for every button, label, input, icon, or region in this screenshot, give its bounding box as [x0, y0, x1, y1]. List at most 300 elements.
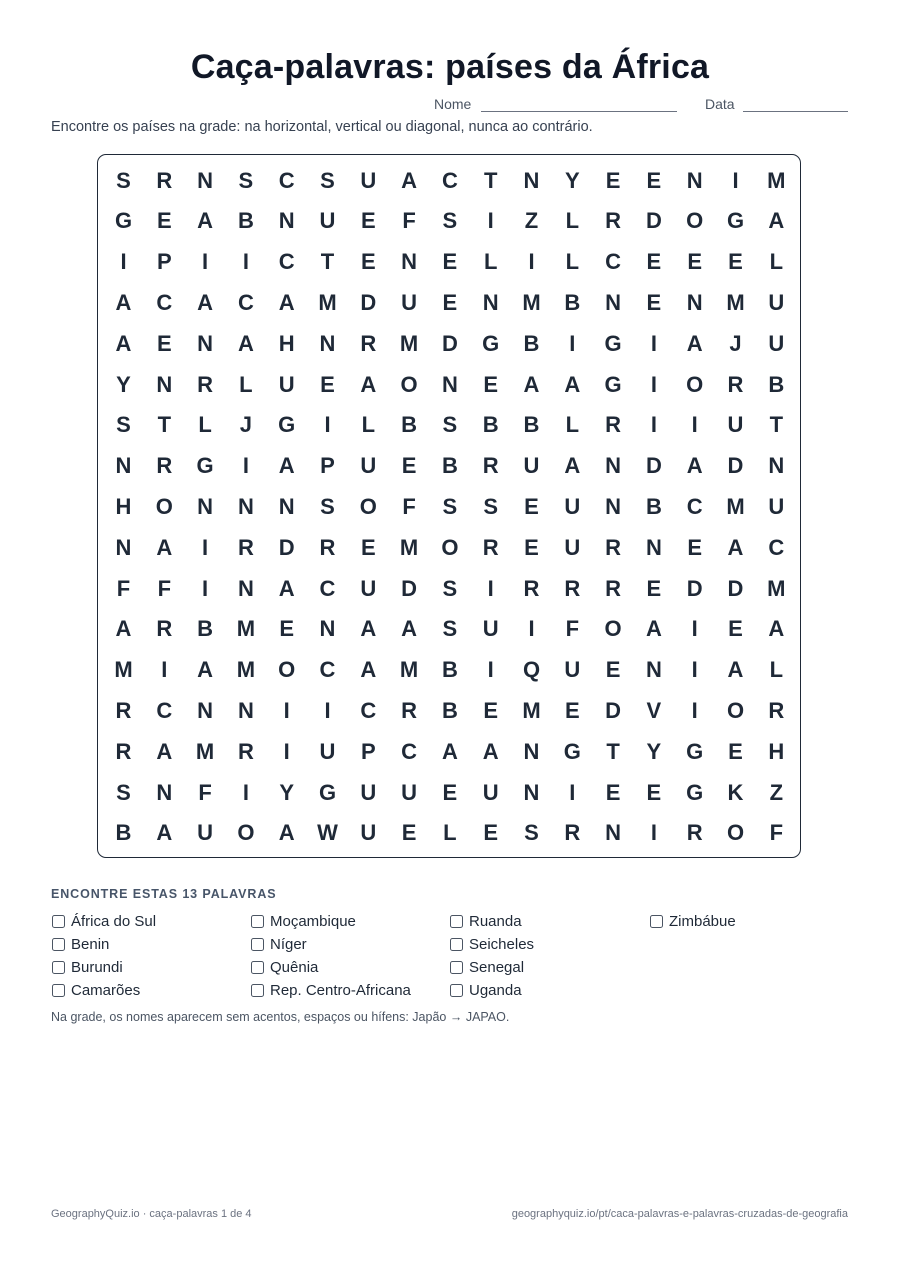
grid-cell[interactable]: D	[686, 575, 703, 601]
grid-cell[interactable]: O	[237, 820, 255, 846]
grid-cell[interactable]: L	[769, 249, 784, 275]
grid-cell[interactable]: G	[318, 779, 337, 805]
grid-cell[interactable]: R	[156, 167, 173, 193]
grid-cell[interactable]: M	[767, 575, 786, 601]
grid-cell[interactable]: Y	[646, 738, 662, 764]
grid-cell[interactable]: G	[278, 412, 296, 438]
grid-cell[interactable]: R	[605, 534, 622, 560]
grid-cell[interactable]: D	[605, 697, 622, 723]
grid-cell[interactable]: N	[197, 697, 214, 723]
grid-cell[interactable]: E	[524, 493, 539, 519]
grid-cell[interactable]: Y	[116, 371, 131, 397]
grid-cell[interactable]: N	[115, 534, 132, 560]
grid-cell[interactable]: D	[278, 534, 295, 560]
grid-cell[interactable]: G	[114, 208, 133, 234]
grid-cell[interactable]: O	[726, 697, 745, 723]
grid-cell[interactable]: R	[605, 412, 622, 438]
grid-cell[interactable]: D	[645, 208, 662, 234]
grid-cell[interactable]: R	[156, 453, 173, 479]
grid-cell[interactable]: R	[360, 330, 377, 356]
grid-cell[interactable]: I	[242, 779, 249, 805]
grid-cell[interactable]: U	[564, 657, 581, 683]
grid-cell[interactable]: A	[197, 208, 214, 234]
grid-cell[interactable]: M	[236, 657, 256, 683]
grid-cell[interactable]: A	[115, 616, 132, 642]
grid-cell[interactable]: Y	[279, 779, 295, 805]
grid-cell[interactable]: A	[686, 330, 703, 356]
grid-cell[interactable]: B	[441, 657, 458, 683]
grid-cell[interactable]: V	[646, 697, 662, 723]
grid-cell[interactable]: I	[487, 575, 494, 601]
word-checkbox[interactable]	[52, 938, 65, 951]
grid-cell[interactable]: B	[768, 371, 785, 397]
grid-cell[interactable]: A	[645, 616, 662, 642]
grid-cell[interactable]: U	[401, 779, 418, 805]
grid-cell[interactable]: C	[768, 534, 785, 560]
grid-cell[interactable]: B	[441, 697, 458, 723]
grid-cell[interactable]: S	[442, 412, 458, 438]
grid-cell[interactable]: N	[686, 289, 703, 315]
grid-cell[interactable]: N	[523, 167, 540, 193]
grid-cell[interactable]: C	[156, 697, 173, 723]
grid-cell[interactable]: E	[401, 453, 417, 479]
grid-cell[interactable]: R	[237, 738, 254, 764]
grid-cell[interactable]: I	[242, 249, 249, 275]
grid-cell[interactable]: E	[605, 779, 621, 805]
grid-cell[interactable]: R	[156, 616, 173, 642]
grid-cell[interactable]: I	[161, 657, 168, 683]
grid-cell[interactable]: C	[319, 575, 336, 601]
grid-cell[interactable]: A	[360, 657, 377, 683]
grid-cell[interactable]: E	[646, 779, 662, 805]
grid-cell[interactable]: Q	[522, 657, 541, 683]
grid-cell[interactable]: I	[691, 412, 698, 438]
word-item[interactable]	[251, 957, 318, 977]
grid-cell[interactable]: U	[197, 820, 214, 846]
grid-cell[interactable]: L	[483, 249, 498, 275]
grid-cell[interactable]: C	[278, 249, 295, 275]
grid-cell[interactable]: G	[482, 330, 500, 356]
grid-cell[interactable]: U	[482, 779, 499, 805]
grid-cell[interactable]: S	[116, 412, 131, 438]
grid-cell[interactable]: S	[116, 779, 131, 805]
grid-cell[interactable]: I	[324, 412, 331, 438]
grid-cell[interactable]: E	[524, 534, 539, 560]
grid-cell[interactable]: I	[487, 208, 494, 234]
grid-cell[interactable]: M	[522, 697, 541, 723]
grid-cell[interactable]: S	[442, 616, 458, 642]
grid-cell[interactable]: C	[441, 167, 458, 193]
grid-cell[interactable]: C	[278, 167, 295, 193]
grid-cell[interactable]: R	[482, 453, 499, 479]
grid-cell[interactable]: U	[523, 453, 540, 479]
grid-cell[interactable]: R	[115, 738, 132, 764]
grid-cell[interactable]: I	[528, 249, 535, 275]
word-checkbox[interactable]	[251, 915, 264, 928]
grid-cell[interactable]: E	[360, 534, 376, 560]
grid-cell[interactable]: R	[319, 534, 336, 560]
grid-cell[interactable]: N	[319, 330, 336, 356]
word-item[interactable]	[450, 957, 524, 977]
grid-cell[interactable]: R	[564, 820, 581, 846]
grid-cell[interactable]: S	[442, 575, 458, 601]
grid-cell[interactable]: A	[686, 453, 703, 479]
grid-cell[interactable]: T	[483, 167, 498, 193]
grid-cell[interactable]: U	[360, 453, 377, 479]
name-field[interactable]	[481, 111, 677, 112]
grid-cell[interactable]: U	[768, 330, 785, 356]
grid-cell[interactable]: T	[320, 249, 335, 275]
grid-cell[interactable]: U	[319, 208, 336, 234]
grid-cell[interactable]: A	[768, 616, 785, 642]
grid-cell[interactable]: O	[155, 493, 173, 519]
grid-cell[interactable]: E	[442, 289, 458, 315]
grid-cell[interactable]: G	[686, 779, 704, 805]
grid-cell[interactable]: A	[115, 289, 132, 315]
grid-cell[interactable]: D	[360, 289, 377, 315]
grid-cell[interactable]: H	[115, 493, 132, 519]
grid-cell[interactable]: S	[524, 820, 539, 846]
grid-cell[interactable]: N	[237, 575, 254, 601]
grid-cell[interactable]: U	[360, 575, 377, 601]
grid-cell[interactable]: F	[769, 820, 784, 846]
grid-cell[interactable]: B	[523, 330, 540, 356]
grid-cell[interactable]: I	[650, 330, 657, 356]
grid-cell[interactable]: M	[318, 289, 337, 315]
grid-cell[interactable]: L	[565, 412, 580, 438]
word-checkbox[interactable]	[251, 961, 264, 974]
grid-cell[interactable]: N	[605, 493, 622, 519]
grid-cell[interactable]: E	[483, 820, 499, 846]
grid-cell[interactable]: E	[564, 697, 580, 723]
grid-cell[interactable]: T	[157, 412, 172, 438]
date-field[interactable]	[743, 111, 848, 112]
grid-cell[interactable]: B	[645, 493, 662, 519]
grid-cell[interactable]: G	[604, 371, 622, 397]
grid-cell[interactable]: R	[115, 697, 132, 723]
grid-cell[interactable]: O	[604, 616, 622, 642]
grid-cell[interactable]: A	[156, 820, 173, 846]
grid-cell[interactable]: L	[565, 208, 580, 234]
grid-cell[interactable]: L	[769, 657, 784, 683]
word-checkbox[interactable]	[450, 961, 463, 974]
grid-cell[interactable]: N	[156, 371, 173, 397]
grid-cell[interactable]: M	[236, 616, 256, 642]
grid-cell[interactable]: C	[360, 697, 377, 723]
grid-cell[interactable]: O	[278, 657, 296, 683]
grid-cell[interactable]: E	[646, 167, 662, 193]
grid-cell[interactable]: G	[563, 738, 581, 764]
grid-cell[interactable]: C	[605, 249, 622, 275]
grid-cell[interactable]: A	[115, 330, 132, 356]
grid-cell[interactable]: I	[528, 616, 535, 642]
word-item[interactable]	[52, 911, 156, 931]
word-item[interactable]	[52, 980, 140, 1000]
word-checkbox[interactable]	[52, 961, 65, 974]
grid-cell[interactable]: D	[441, 330, 458, 356]
grid-cell[interactable]: R	[523, 575, 540, 601]
grid-cell[interactable]: A	[360, 616, 377, 642]
word-checkbox[interactable]	[52, 984, 65, 997]
grid-cell[interactable]: E	[401, 820, 417, 846]
grid-cell[interactable]: I	[283, 697, 290, 723]
grid-cell[interactable]: B	[482, 412, 499, 438]
grid-cell[interactable]: O	[726, 820, 745, 846]
grid-cell[interactable]: I	[324, 697, 331, 723]
grid-cell[interactable]: S	[442, 208, 458, 234]
grid-cell[interactable]: P	[360, 738, 376, 764]
grid-cell[interactable]: I	[732, 167, 739, 193]
word-checkbox[interactable]	[52, 915, 65, 928]
grid-cell[interactable]: E	[156, 330, 172, 356]
grid-cell[interactable]: H	[278, 330, 295, 356]
grid-cell[interactable]: Z	[524, 208, 539, 234]
grid-cell[interactable]: E	[687, 534, 703, 560]
grid-cell[interactable]: N	[482, 289, 499, 315]
word-item[interactable]	[251, 934, 307, 954]
grid-cell[interactable]: C	[156, 289, 173, 315]
grid-cell[interactable]: N	[523, 738, 540, 764]
grid-cell[interactable]: A	[237, 330, 254, 356]
grid-cell[interactable]: I	[283, 738, 290, 764]
grid-cell[interactable]: J	[729, 330, 742, 356]
grid-cell[interactable]: E	[442, 779, 458, 805]
grid-cell[interactable]: N	[237, 697, 254, 723]
grid-cell[interactable]: M	[114, 657, 133, 683]
grid-cell[interactable]: U	[360, 167, 377, 193]
grid-cell[interactable]: I	[650, 412, 657, 438]
grid-cell[interactable]: U	[278, 371, 295, 397]
grid-cell[interactable]: R	[686, 820, 703, 846]
grid-cell[interactable]: A	[360, 371, 377, 397]
grid-cell[interactable]: I	[691, 616, 698, 642]
grid-cell[interactable]: W	[317, 820, 338, 846]
grid-cell[interactable]: U	[564, 534, 581, 560]
grid-cell[interactable]: U	[319, 738, 336, 764]
grid-cell[interactable]: N	[523, 779, 540, 805]
grid-cell[interactable]: A	[727, 657, 744, 683]
grid-cell[interactable]: S	[442, 493, 458, 519]
grid-cell[interactable]: E	[483, 697, 499, 723]
grid-cell[interactable]: A	[441, 738, 458, 764]
grid-cell[interactable]: F	[157, 575, 172, 601]
grid-cell[interactable]: I	[650, 371, 657, 397]
grid-cell[interactable]: I	[569, 779, 576, 805]
grid-cell[interactable]: L	[361, 412, 376, 438]
grid-cell[interactable]: D	[727, 453, 744, 479]
grid-cell[interactable]: E	[605, 657, 621, 683]
grid-cell[interactable]: E	[483, 371, 499, 397]
grid-cell[interactable]: A	[278, 820, 295, 846]
grid-cell[interactable]: M	[726, 493, 745, 519]
grid-cell[interactable]: I	[242, 453, 249, 479]
grid-cell[interactable]: E	[646, 249, 662, 275]
grid-cell[interactable]: I	[202, 534, 209, 560]
grid-cell[interactable]: R	[768, 697, 785, 723]
word-checkbox[interactable]	[251, 984, 264, 997]
word-checkbox[interactable]	[650, 915, 663, 928]
grid-cell[interactable]: M	[767, 167, 786, 193]
word-item[interactable]	[52, 957, 123, 977]
grid-cell[interactable]: F	[116, 575, 131, 601]
grid-cell[interactable]: A	[156, 534, 173, 560]
grid-cell[interactable]: N	[768, 453, 785, 479]
grid-cell[interactable]: F	[402, 208, 416, 234]
grid-cell[interactable]: R	[605, 208, 622, 234]
grid-cell[interactable]: Z	[769, 779, 784, 805]
grid-cell[interactable]: R	[237, 534, 254, 560]
grid-cell[interactable]: A	[401, 167, 418, 193]
grid-cell[interactable]: S	[238, 167, 254, 193]
grid-cell[interactable]: R	[482, 534, 499, 560]
grid-cell[interactable]: E	[156, 208, 172, 234]
grid-cell[interactable]: N	[237, 493, 254, 519]
grid-cell[interactable]: O	[686, 371, 704, 397]
grid-cell[interactable]: N	[156, 779, 173, 805]
grid-cell[interactable]: A	[768, 208, 785, 234]
grid-cell[interactable]: D	[645, 453, 662, 479]
grid-cell[interactable]: L	[565, 249, 580, 275]
grid-cell[interactable]: A	[564, 371, 581, 397]
grid-cell[interactable]: N	[605, 289, 622, 315]
grid-cell[interactable]: N	[197, 167, 214, 193]
grid-cell[interactable]: G	[686, 738, 704, 764]
grid-cell[interactable]: M	[399, 330, 419, 356]
grid-cell[interactable]: I	[691, 697, 698, 723]
grid-cell[interactable]: I	[650, 820, 657, 846]
grid-cell[interactable]: B	[401, 412, 418, 438]
grid-cell[interactable]: F	[402, 493, 416, 519]
grid-cell[interactable]: U	[727, 412, 744, 438]
grid-cell[interactable]: E	[320, 371, 335, 397]
word-item[interactable]	[52, 934, 109, 954]
word-item[interactable]	[450, 980, 522, 1000]
grid-cell[interactable]: N	[278, 208, 295, 234]
grid-cell[interactable]: U	[564, 493, 581, 519]
grid-cell[interactable]: R	[727, 371, 744, 397]
grid-cell[interactable]: C	[237, 289, 254, 315]
grid-cell[interactable]: N	[441, 371, 458, 397]
word-item[interactable]	[251, 980, 411, 1000]
grid-cell[interactable]: A	[278, 289, 295, 315]
grid-cell[interactable]: A	[156, 738, 173, 764]
grid-cell[interactable]: C	[319, 657, 336, 683]
grid-cell[interactable]: B	[115, 820, 132, 846]
grid-cell[interactable]: E	[605, 167, 621, 193]
grid-cell[interactable]: Y	[564, 167, 580, 193]
grid-cell[interactable]: F	[198, 779, 212, 805]
grid-cell[interactable]: P	[156, 249, 172, 275]
grid-cell[interactable]: P	[320, 453, 335, 479]
grid-cell[interactable]: D	[727, 575, 744, 601]
word-checkbox[interactable]	[251, 938, 264, 951]
grid-cell[interactable]: U	[768, 289, 785, 315]
grid-cell[interactable]: N	[605, 453, 622, 479]
grid-cell[interactable]: L	[443, 820, 457, 846]
grid-cell[interactable]: N	[605, 820, 622, 846]
grid-cell[interactable]: S	[320, 167, 335, 193]
word-item[interactable]	[450, 911, 522, 931]
grid-cell[interactable]: N	[319, 616, 336, 642]
grid-cell[interactable]: A	[197, 657, 214, 683]
grid-cell[interactable]: N	[115, 453, 132, 479]
grid-cell[interactable]: O	[441, 534, 459, 560]
grid-cell[interactable]: M	[726, 289, 745, 315]
grid-cell[interactable]: B	[564, 289, 581, 315]
grid-cell[interactable]: A	[197, 289, 214, 315]
grid-cell[interactable]: S	[320, 493, 335, 519]
word-checkbox[interactable]	[450, 915, 463, 928]
grid-cell[interactable]: H	[768, 738, 785, 764]
grid-cell[interactable]: J	[239, 412, 253, 438]
grid-cell[interactable]: I	[120, 249, 127, 275]
grid-cell[interactable]: M	[195, 738, 215, 764]
grid-cell[interactable]: R	[401, 697, 418, 723]
grid-cell[interactable]: A	[278, 453, 295, 479]
grid-cell[interactable]: A	[401, 616, 418, 642]
grid-cell[interactable]: E	[442, 249, 458, 275]
grid-cell[interactable]: U	[482, 616, 499, 642]
grid-cell[interactable]: C	[686, 493, 703, 519]
grid-cell[interactable]: T	[769, 412, 784, 438]
grid-cell[interactable]: R	[605, 575, 622, 601]
grid-cell[interactable]: R	[564, 575, 581, 601]
grid-cell[interactable]: I	[202, 249, 209, 275]
grid-cell[interactable]: N	[686, 167, 703, 193]
grid-cell[interactable]: E	[646, 289, 662, 315]
grid-cell[interactable]: D	[401, 575, 418, 601]
grid-cell[interactable]: G	[604, 330, 622, 356]
grid-cell[interactable]: B	[523, 412, 540, 438]
grid-cell[interactable]: G	[726, 208, 745, 234]
grid-cell[interactable]: A	[727, 534, 744, 560]
grid-cell[interactable]: L	[239, 371, 253, 397]
grid-cell[interactable]: N	[278, 493, 295, 519]
grid-cell[interactable]: U	[360, 779, 377, 805]
grid-cell[interactable]: E	[646, 575, 662, 601]
grid-cell[interactable]: I	[487, 657, 494, 683]
grid-cell[interactable]: I	[202, 575, 209, 601]
grid-cell[interactable]: F	[565, 616, 580, 642]
grid-cell[interactable]: S	[116, 167, 131, 193]
grid-cell[interactable]: S	[483, 493, 499, 519]
grid-cell[interactable]: T	[606, 738, 620, 764]
grid-cell[interactable]: N	[401, 249, 418, 275]
grid-cell[interactable]: U	[360, 820, 377, 846]
word-item[interactable]	[450, 934, 534, 954]
grid-cell[interactable]: A	[482, 738, 499, 764]
grid-cell[interactable]: G	[196, 453, 214, 479]
grid-cell[interactable]: M	[399, 657, 419, 683]
grid-cell[interactable]: M	[522, 289, 541, 315]
grid-cell[interactable]: L	[198, 412, 212, 438]
grid-cell[interactable]: E	[728, 616, 743, 642]
grid-cell[interactable]: I	[569, 330, 576, 356]
grid-cell[interactable]: U	[401, 289, 418, 315]
grid-cell[interactable]: R	[197, 371, 214, 397]
word-item[interactable]	[251, 911, 356, 931]
grid-cell[interactable]: I	[691, 657, 698, 683]
grid-cell[interactable]: E	[279, 616, 295, 642]
grid-cell[interactable]: B	[237, 208, 254, 234]
grid-cell[interactable]: N	[645, 657, 662, 683]
word-checkbox[interactable]	[450, 938, 463, 951]
grid-cell[interactable]: A	[564, 453, 581, 479]
grid-cell[interactable]: B	[441, 453, 458, 479]
grid-cell[interactable]: O	[400, 371, 418, 397]
grid-cell[interactable]: N	[645, 534, 662, 560]
word-item[interactable]	[650, 911, 736, 931]
